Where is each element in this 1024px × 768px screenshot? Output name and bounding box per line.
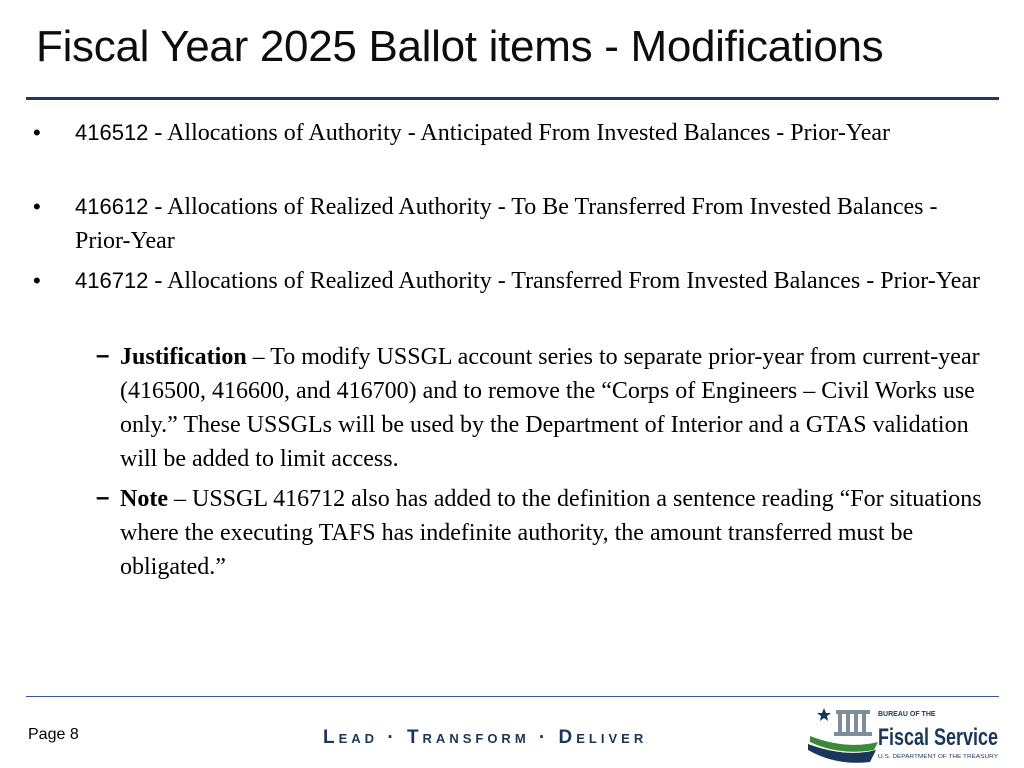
list-item bbox=[75, 116, 995, 150]
sub-item-text: – To modify USSGL account series to separate prior-year from current-year (416500, 416600, and 416700) and to remove the “Corps of Engineers – Civil Works use only.” These USSGLs will be used by the Department of Interior and a GTAS validation will be added to limit access. bbox=[120, 344, 980, 472]
bullet-marker: • bbox=[33, 120, 41, 145]
sub-item-label: Justification bbox=[120, 344, 247, 370]
item-text: - Allocations of Realized Authority - Transferred From Invested Balances - Prior-Year bbox=[148, 268, 980, 294]
footer-tagline: Lead · Transform · Deliver bbox=[323, 727, 648, 748]
sub-item-label: Note bbox=[120, 486, 168, 512]
logo-top-text: BUREAU OF THE bbox=[878, 711, 936, 718]
list-item bbox=[75, 264, 995, 298]
list-item bbox=[75, 190, 995, 258]
item-text: - Allocations of Authority - Anticipated From Invested Balances - Prior-Year bbox=[148, 120, 891, 146]
sub-list-item bbox=[120, 340, 1000, 476]
bullet-marker: • bbox=[33, 268, 41, 293]
page-number: Page 8 bbox=[28, 726, 79, 743]
sub-list-item bbox=[120, 482, 1000, 584]
bullet-marker: • bbox=[33, 194, 41, 219]
sub-bullet-marker: – bbox=[96, 342, 110, 369]
logo-bottom-text: U.S. DEPARTMENT OF THE TREASURY bbox=[878, 754, 999, 760]
ussgl-code: 416512 bbox=[75, 120, 149, 145]
fiscal-service-logo bbox=[806, 700, 1000, 764]
footer-divider bbox=[26, 696, 999, 697]
sub-item-text: – USSGL 416712 also has added to the definition a sentence reading “For situations where the executing TAFS has indefinite authority, the amount transferred must be obligated.” bbox=[120, 486, 982, 580]
treasury-building-icon bbox=[808, 708, 878, 763]
item-text: - Allocations of Realized Authority - To Be Transferred From Invested Balances - Prior-Year bbox=[75, 194, 938, 254]
ussgl-code: 416612 bbox=[75, 194, 149, 219]
ussgl-code: 416712 bbox=[75, 268, 149, 293]
slide-title: Fiscal Year 2025 Ballot items - Modifications bbox=[36, 22, 884, 71]
title-divider bbox=[26, 97, 999, 100]
sub-bullet-marker: – bbox=[96, 484, 110, 511]
logo-main-text: Fiscal Service bbox=[878, 724, 998, 751]
